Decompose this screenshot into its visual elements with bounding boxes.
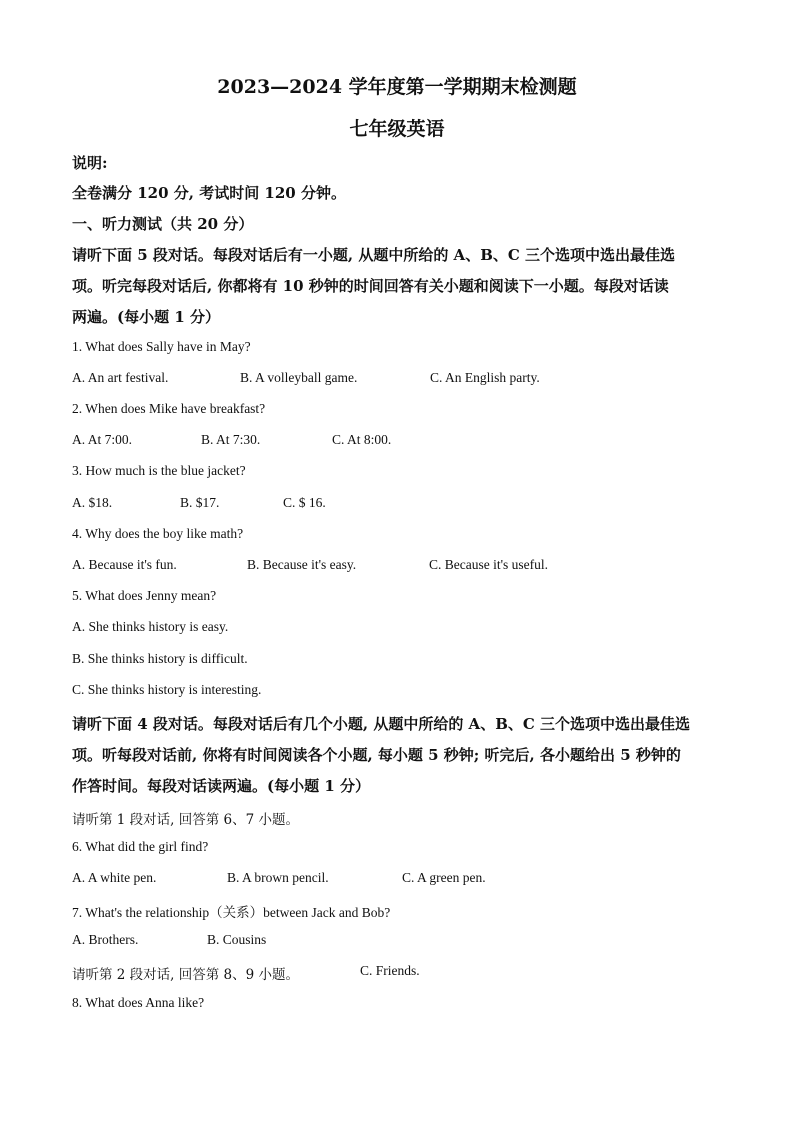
instruction-line: 项。听完每段对话后, 你都将有 10 秒钟的时间回答有关小题和阅读下一小题。每段对话读 (72, 277, 669, 295)
question-stem: 1. What does Sally have in May? (72, 339, 251, 354)
option-c: C. $ 16. (283, 495, 326, 510)
instruction-line: 项。听每段对话前, 你将有时间阅读各个小题, 每小题 5 秒钟; 听完后, 各小题给出 5 秒钟的 (72, 746, 681, 764)
score-line: 全卷满分 120 分, 考试时间 120 分钟。 (72, 184, 346, 202)
section-heading: 一、听力测试（共 20 分） (72, 215, 254, 233)
option-b: B. Cousins (207, 932, 267, 947)
instruction-line: 两遍。(每小题 1 分） (72, 308, 220, 326)
notes-label: 说明: (72, 154, 108, 172)
option-a: A. $18. (72, 495, 113, 510)
option-b: B. At 7:30. (201, 432, 261, 447)
dialog-prompt: 请听第 2 段对话, 回答第 8、9 小题。 (72, 967, 300, 983)
option-a: A. An art festival. (72, 370, 169, 385)
option-c: C. Friends. (360, 963, 420, 978)
option-b: B. A brown pencil. (227, 870, 329, 885)
option-c: C. An English party. (430, 370, 540, 385)
question-stem: 4. Why does the boy like math? (72, 526, 244, 541)
question-stem: 2. When does Mike have breakfast? (72, 401, 266, 416)
instruction-line: 作答时间。每段对话读两遍。(每小题 1 分） (72, 777, 370, 795)
option-b: B. Because it's easy. (247, 557, 357, 572)
option-a: A. A white pen. (72, 870, 157, 885)
question-stem: 7. What's the relationship（关系）between Jack and Bob? (72, 905, 391, 920)
option-c: C. Because it's useful. (429, 557, 549, 572)
question-stem: 6. What did the girl find? (72, 839, 209, 854)
option-b: B. A volleyball game. (240, 370, 358, 385)
instruction-line: 请听下面 4 段对话。每段对话后有几个小题, 从题中所给的 A、B、C 三个选项中选出最佳选 (72, 715, 691, 733)
question-stem: 8. What does Anna like? (72, 995, 205, 1010)
option-a: A. Brothers. (72, 932, 139, 947)
option-b: B. She thinks history is difficult. (72, 651, 248, 666)
dialog-prompt: 请听第 1 段对话, 回答第 6、7 小题。 (72, 812, 300, 828)
option-c: C. A green pen. (402, 870, 486, 885)
exam-subtitle: 七年级英语 (349, 118, 445, 140)
question-stem: 5. What does Jenny mean? (72, 588, 217, 603)
exam-title: 2023—2024 学年度第一学期期末检测题 (217, 76, 577, 98)
question-stem: 3. How much is the blue jacket? (72, 463, 246, 478)
option-c: C. At 8:00. (332, 432, 392, 447)
option-c: C. She thinks history is interesting. (72, 682, 262, 697)
option-a: A. Because it's fun. (72, 557, 177, 572)
option-b: B. $17. (180, 495, 220, 510)
option-a: A. At 7:00. (72, 432, 133, 447)
option-a: A. She thinks history is easy. (72, 619, 229, 634)
instruction-line: 请听下面 5 段对话。每段对话后有一小题, 从题中所给的 A、B、C 三个选项中选出最佳选 (72, 246, 676, 264)
